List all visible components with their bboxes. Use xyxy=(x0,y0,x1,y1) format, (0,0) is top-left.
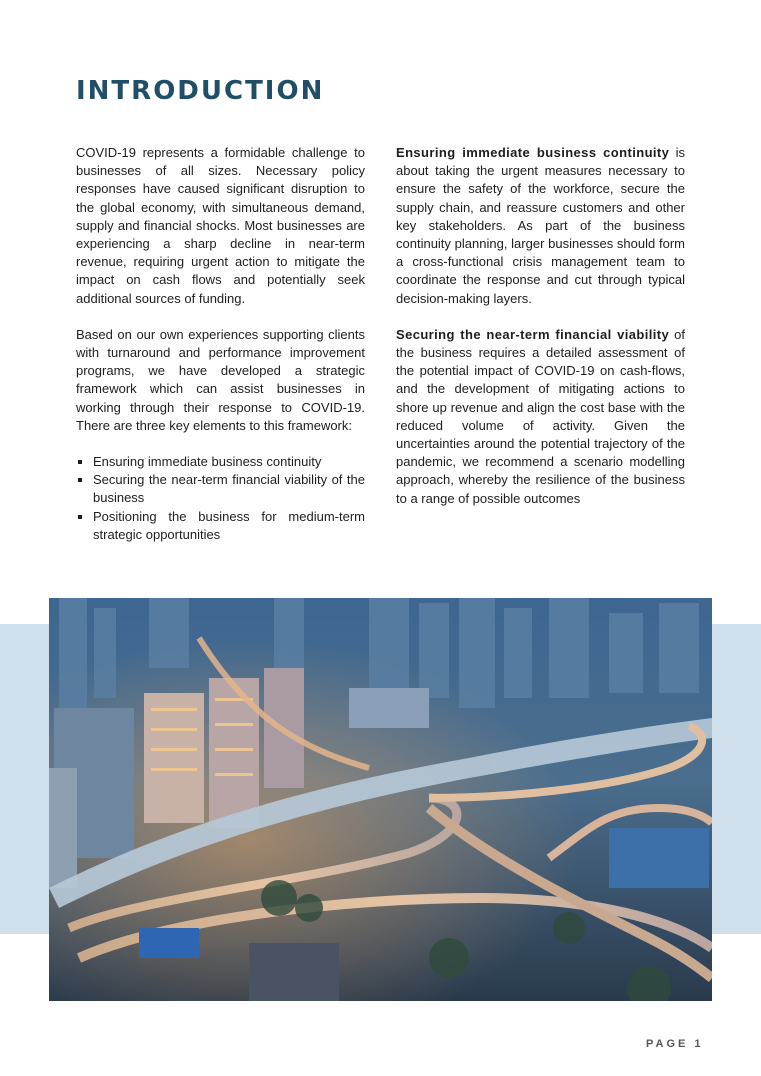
list-item: Ensuring immediate business continuity xyxy=(93,453,365,471)
continuity-paragraph xyxy=(396,144,685,308)
page-title: INTRODUCTION xyxy=(76,76,325,106)
page-number: PAGE 1 xyxy=(646,1038,704,1050)
framework-list xyxy=(76,453,365,544)
continuity-lead: Ensuring immediate business continuity xyxy=(396,145,670,160)
list-item: Positioning the business for medium-term strategic opportunities xyxy=(93,508,365,544)
city-highway-interchange-photo xyxy=(49,598,712,1001)
intro-paragraph-1: COVID-19 represents a formidable challenge to businesses of all sizes. Necessary policy responses have caused significant disruption to the global economy, with simultaneous demand, supply and financial shocks. Most businesses are experiencing a sharp decline in near-term revenue, requiring urgent action to mitigate the impact on cash flows and potentially seek additional sources of funding. xyxy=(76,145,365,306)
viability-paragraph xyxy=(396,326,685,508)
right-column xyxy=(396,144,685,526)
left-column xyxy=(76,144,365,544)
list-item: Securing the near-term financial viability of the business xyxy=(93,471,365,507)
continuity-body: is about taking the urgent measures necessary to ensure the safety of the workforce, secure the supply chain, and reassure customers and other key stakeholders. As part of the business continuity planning, larger businesses should form a cross-functional crisis management team to coordinate the response and cut through typical decision-making layers. xyxy=(396,145,685,306)
viability-body: of the business requires a detailed assessment of the potential impact of COVID-19 on cash-flows, and the development of mitigating actions to shore up revenue and align the cost base with the reduced volume of activity. Given the uncertainties around the potential trajectory of the pandemic, we recommend a scenario modelling approach, whereby the resilience of the business to a range of possible outcomes xyxy=(396,326,685,506)
viability-lead: Securing the near-term financial viability xyxy=(396,326,670,342)
intro-paragraph-2: Based on our own experiences supporting clients with turnaround and performance improvement programs, we have developed a strategic framework which can assist businesses in working through their response to COVID-19. There are three key elements to this framework: xyxy=(76,326,365,433)
